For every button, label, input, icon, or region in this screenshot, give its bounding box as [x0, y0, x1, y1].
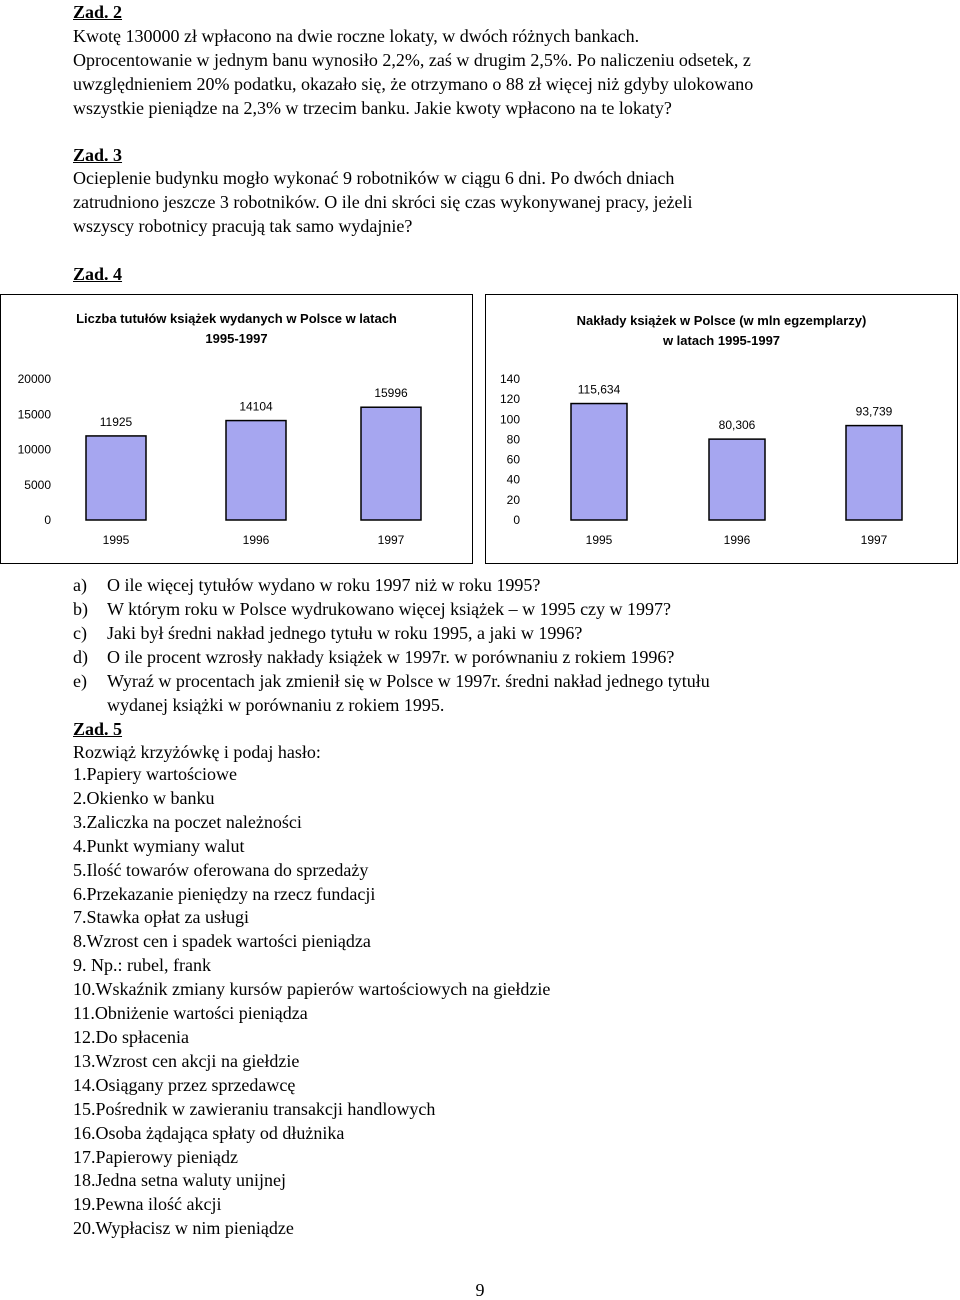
print-run-chart-plot — [486, 295, 957, 563]
zad2-line: Oprocentowanie w jednym banu wynosiło 2,2%, zaś w drugim 2,5%. Po naliczeniu odsetek, z — [73, 50, 751, 70]
question-a — [73, 573, 893, 597]
question-text: Jaki był średni nakład jednego tytułu w roku 1995, a jaki w 1996? — [107, 623, 583, 643]
zad2-line: wszystkie pieniądze na 2,3% w trzecim banku. Jakie kwoty wpłacono na te lokaty? — [73, 98, 672, 118]
crossword-clue: 20.Wypłacisz w nim pieniądze — [73, 1218, 294, 1239]
crossword-clue: 19.Pewna ilość akcji — [73, 1194, 222, 1215]
print-run-chart-title-line: Nakłady książek w Polsce (w mln egzemplarzy) — [576, 313, 867, 328]
titles-x-tick-label: 1995 — [102, 533, 130, 547]
crossword-clue: 14.Osiągany przez sprzedawcę — [73, 1074, 296, 1095]
crossword-clue: 3.Zaliczka na poczet należności — [73, 811, 302, 832]
titles-bar — [361, 407, 421, 520]
zad3-line: zatrudniono jeszcze 3 robotników. O ile dni skróci się czas wykonywanej pracy, jeżeli — [73, 192, 693, 212]
crossword-clue: 17.Papierowy pieniądz — [73, 1146, 238, 1167]
titles-y-tick-label: 10000 — [17, 442, 51, 457]
zad2-heading: Zad. 2 — [73, 2, 123, 22]
print-run-y-tick-label: 100 — [499, 412, 520, 427]
print-run-chart — [485, 294, 958, 564]
print-run-y-tick-label: 0 — [513, 513, 520, 527]
question-letter: b) — [73, 599, 88, 619]
print-run-x-tick-label: 1995 — [585, 533, 613, 547]
question-letter: d) — [73, 647, 88, 667]
crossword-clue: 6.Przekazanie pieniędzy na rzecz fundacji — [73, 883, 376, 904]
print-run-y-tick-label: 40 — [506, 472, 520, 487]
titles-chart-plot — [1, 295, 472, 563]
crossword-clue: 8.Wzrost cen i spadek wartości pieniądza — [73, 931, 371, 952]
titles-bar — [86, 436, 146, 520]
crossword-clue: 1.Papiery wartościowe — [73, 764, 237, 784]
zad3-text — [73, 166, 873, 238]
question-letter: c) — [73, 623, 87, 643]
print-run-y-tick-label: 20 — [506, 492, 520, 507]
titles-y-tick-label: 15000 — [17, 407, 51, 422]
crossword-clue: 9. Np.: rubel, frank — [73, 955, 211, 976]
titles-chart-title-line: Liczba tutułów książek wydanych w Polsce w latach — [76, 311, 397, 326]
zad3-line: Ocieplenie budynku mogło wykonać 9 robotników w ciągu 6 dni. Po dwóch dniach — [73, 168, 675, 188]
crossword-clue: 16.Osoba żądająca spłaty od dłużnika — [73, 1122, 345, 1143]
titles-data-label: 15996 — [374, 386, 408, 401]
print-run-x-tick-label: 1997 — [860, 533, 888, 547]
titles-x-tick-label: 1996 — [242, 533, 270, 547]
crossword-clue: 5.Ilość towarów oferowana do sprzedaży — [73, 859, 369, 880]
print-run-data-label: 80,306 — [718, 418, 756, 433]
zad4-questions — [73, 573, 893, 717]
titles-data-label: 14104 — [239, 399, 273, 414]
zad5-heading: Zad. 5 — [73, 719, 123, 739]
question-text: O ile procent wzrosły nakłady książek w 1997r. w porównaniu z rokiem 1996? — [107, 647, 675, 667]
zad5-intro: Rozwiąż krzyżówkę i podaj hasło: — [73, 742, 321, 762]
crossword-clue: 4.Punkt wymiany walut — [73, 835, 245, 856]
print-run-y-tick-label: 80 — [506, 432, 520, 447]
question-text: O ile więcej tytułów wydano w roku 1997 niż w roku 1995? — [107, 575, 541, 595]
zad2-line: Kwotę 130000 zł wpłacono na dwie roczne lokaty, w dwóch różnych bankach. — [73, 26, 640, 46]
question-text: wydanej książki w porównaniu z rokiem 1995. — [107, 695, 445, 715]
question-text: Wyraź w procentach jak zmienił się w Polsce w 1997r. średni nakład jednego tytułu — [107, 671, 710, 691]
titles-y-tick-label: 20000 — [17, 372, 51, 386]
question-text: W którym roku w Polsce wydrukowano więcej książek – w 1995 czy w 1997? — [107, 599, 672, 619]
titles-chart-title-line: 1995-1997 — [205, 331, 268, 346]
print-run-x-tick-label: 1996 — [723, 533, 751, 547]
print-run-y-tick-label: 120 — [499, 392, 520, 407]
print-run-data-label: 115,634 — [577, 382, 621, 397]
question-e — [73, 669, 893, 717]
crossword-clue: 10.Wskaźnik zmiany kursów papierów wartościowych na giełdzie — [73, 979, 551, 1000]
print-run-chart-title-line: w latach 1995-1997 — [662, 333, 781, 348]
zad4-heading: Zad. 4 — [73, 264, 123, 284]
print-run-bar — [846, 426, 902, 520]
titles-x-tick-label: 1997 — [377, 533, 405, 547]
crossword-clue: 15.Pośrednik w zawieraniu transakcji handlowych — [73, 1098, 436, 1119]
crossword-clue-list — [73, 763, 550, 1241]
crossword-clue: 2.Okienko w banku — [73, 787, 215, 808]
crossword-clue: 12.Do spłacenia — [73, 1026, 189, 1047]
print-run-y-tick-label: 140 — [499, 372, 520, 386]
titles-y-tick-label: 5000 — [24, 477, 51, 492]
print-run-bar — [709, 439, 765, 520]
question-c — [73, 621, 893, 645]
crossword-clue: 18.Jedna setna waluty unijnej — [73, 1170, 286, 1191]
titles-data-label: 11925 — [99, 414, 133, 429]
print-run-bar — [571, 404, 627, 520]
print-run-y-tick-label: 60 — [506, 452, 520, 467]
crossword-clue: 7.Stawka opłat za usługi — [73, 907, 249, 928]
zad2-line: uwzględnieniem 20% podatku, okazało się, że otrzymano o 88 zł więcej niż gdyby ulokowano — [73, 74, 754, 94]
crossword-clue: 13.Wzrost cen akcji na giełdzie — [73, 1050, 300, 1071]
titles-chart — [0, 294, 473, 564]
question-d — [73, 645, 893, 669]
print-run-data-label: 93,739 — [855, 404, 893, 419]
zad2-text — [73, 24, 873, 120]
titles-bar — [226, 421, 286, 520]
page-number: 9 — [475, 1280, 485, 1300]
titles-y-tick-label: 0 — [44, 513, 51, 527]
crossword-clue: 11.Obniżenie wartości pieniądza — [73, 1003, 308, 1024]
question-letter: a) — [73, 575, 87, 595]
zad3-heading: Zad. 3 — [73, 145, 123, 165]
question-letter: e) — [73, 671, 87, 691]
question-b — [73, 597, 893, 621]
zad3-line: wszyscy robotnicy pracują tak samo wydajnie? — [73, 216, 413, 236]
